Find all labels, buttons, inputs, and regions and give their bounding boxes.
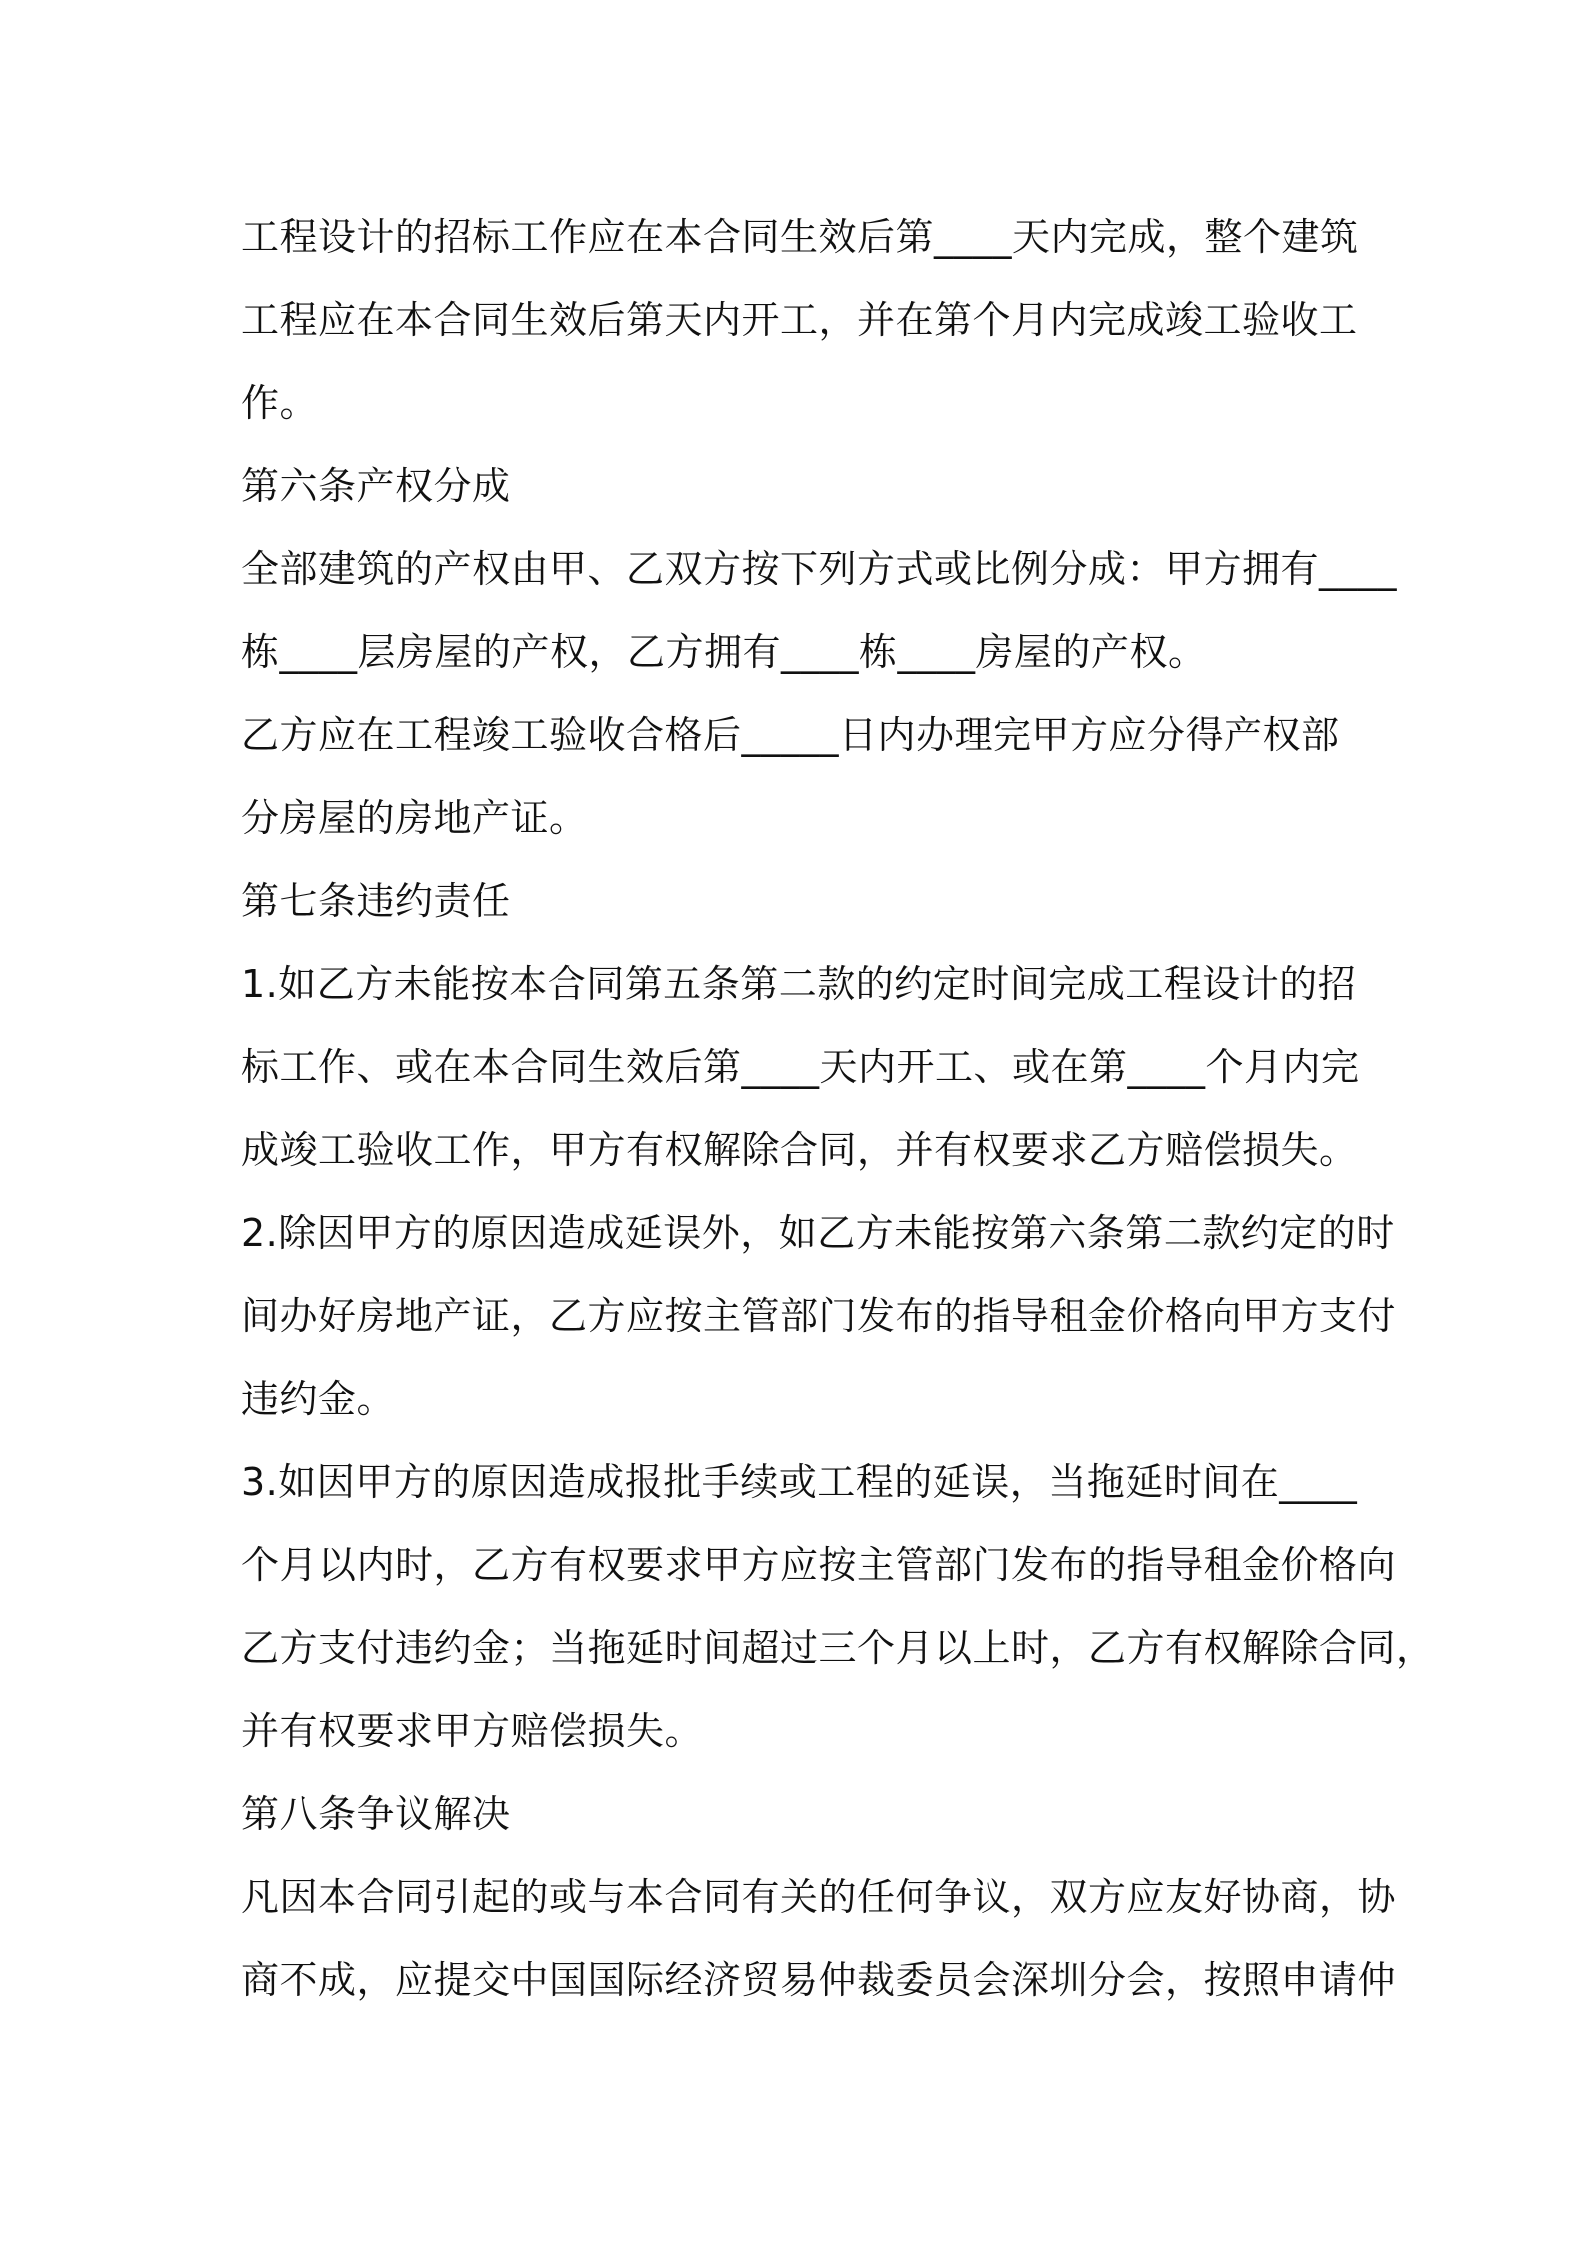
text-line: 工程设计的招标工作应在本合同生效后第____天内完成，整个建筑 bbox=[241, 215, 1359, 259]
text-line: 分房屋的房地产证。 bbox=[241, 796, 588, 840]
text-line: 工程应在本合同生效后第天内开工，并在第个月内完成竣工验收工 bbox=[241, 298, 1358, 342]
text-line: 2.除因甲方的原因造成延误外，如乙方未能按第六条第二款约定的时 bbox=[241, 1211, 1395, 1255]
text-line: 个月以内时，乙方有权要求甲方应按主管部门发布的指导租金价格向 bbox=[241, 1543, 1397, 1587]
section-heading: 第六条产权分成 bbox=[241, 464, 511, 508]
text-line: 全部建筑的产权由甲、乙双方按下列方式或比例分成：甲方拥有____ bbox=[241, 547, 1398, 591]
text-line: 标工作、或在本合同生效后第____天内开工、或在第____个月内完 bbox=[241, 1045, 1360, 1089]
text-line: 3.如因甲方的原因造成报批手续或工程的延误，当拖延时间在____ bbox=[241, 1460, 1358, 1504]
document-body bbox=[241, 196, 1435, 2022]
text-line: 凡因本合同引起的或与本合同有关的任何争议，双方应友好协商，协 bbox=[241, 1875, 1397, 1919]
text-line: 乙方应在工程竣工验收合格后_____日内办理完甲方应分得产权部 bbox=[241, 713, 1340, 757]
text-line: 违约金。 bbox=[241, 1377, 396, 1421]
section-heading: 第七条违约责任 bbox=[241, 879, 511, 923]
text-line: 作。 bbox=[241, 381, 319, 425]
section-heading: 第八条争议解决 bbox=[241, 1792, 511, 1836]
text-line: 间办好房地产证，乙方应按主管部门发布的指导租金价格向甲方支付 bbox=[241, 1294, 1397, 1338]
text-line: 1.如乙方未能按本合同第五条第二款的约定时间完成工程设计的招 bbox=[241, 962, 1357, 1006]
text-line: 成竣工验收工作，甲方有权解除合同，并有权要求乙方赔偿损失。 bbox=[241, 1128, 1358, 1172]
text-line: 栋____层房屋的产权，乙方拥有____栋____房屋的产权。 bbox=[241, 630, 1207, 674]
text-line: 商不成，应提交中国国际经济贸易仲裁委员会深圳分会，按照申请仲 bbox=[241, 1958, 1397, 2002]
text-line: 乙方支付违约金；当拖延时间超过三个月以上时，乙方有权解除合同， bbox=[241, 1626, 1435, 1670]
text-line: 并有权要求甲方赔偿损失。 bbox=[241, 1709, 704, 1753]
